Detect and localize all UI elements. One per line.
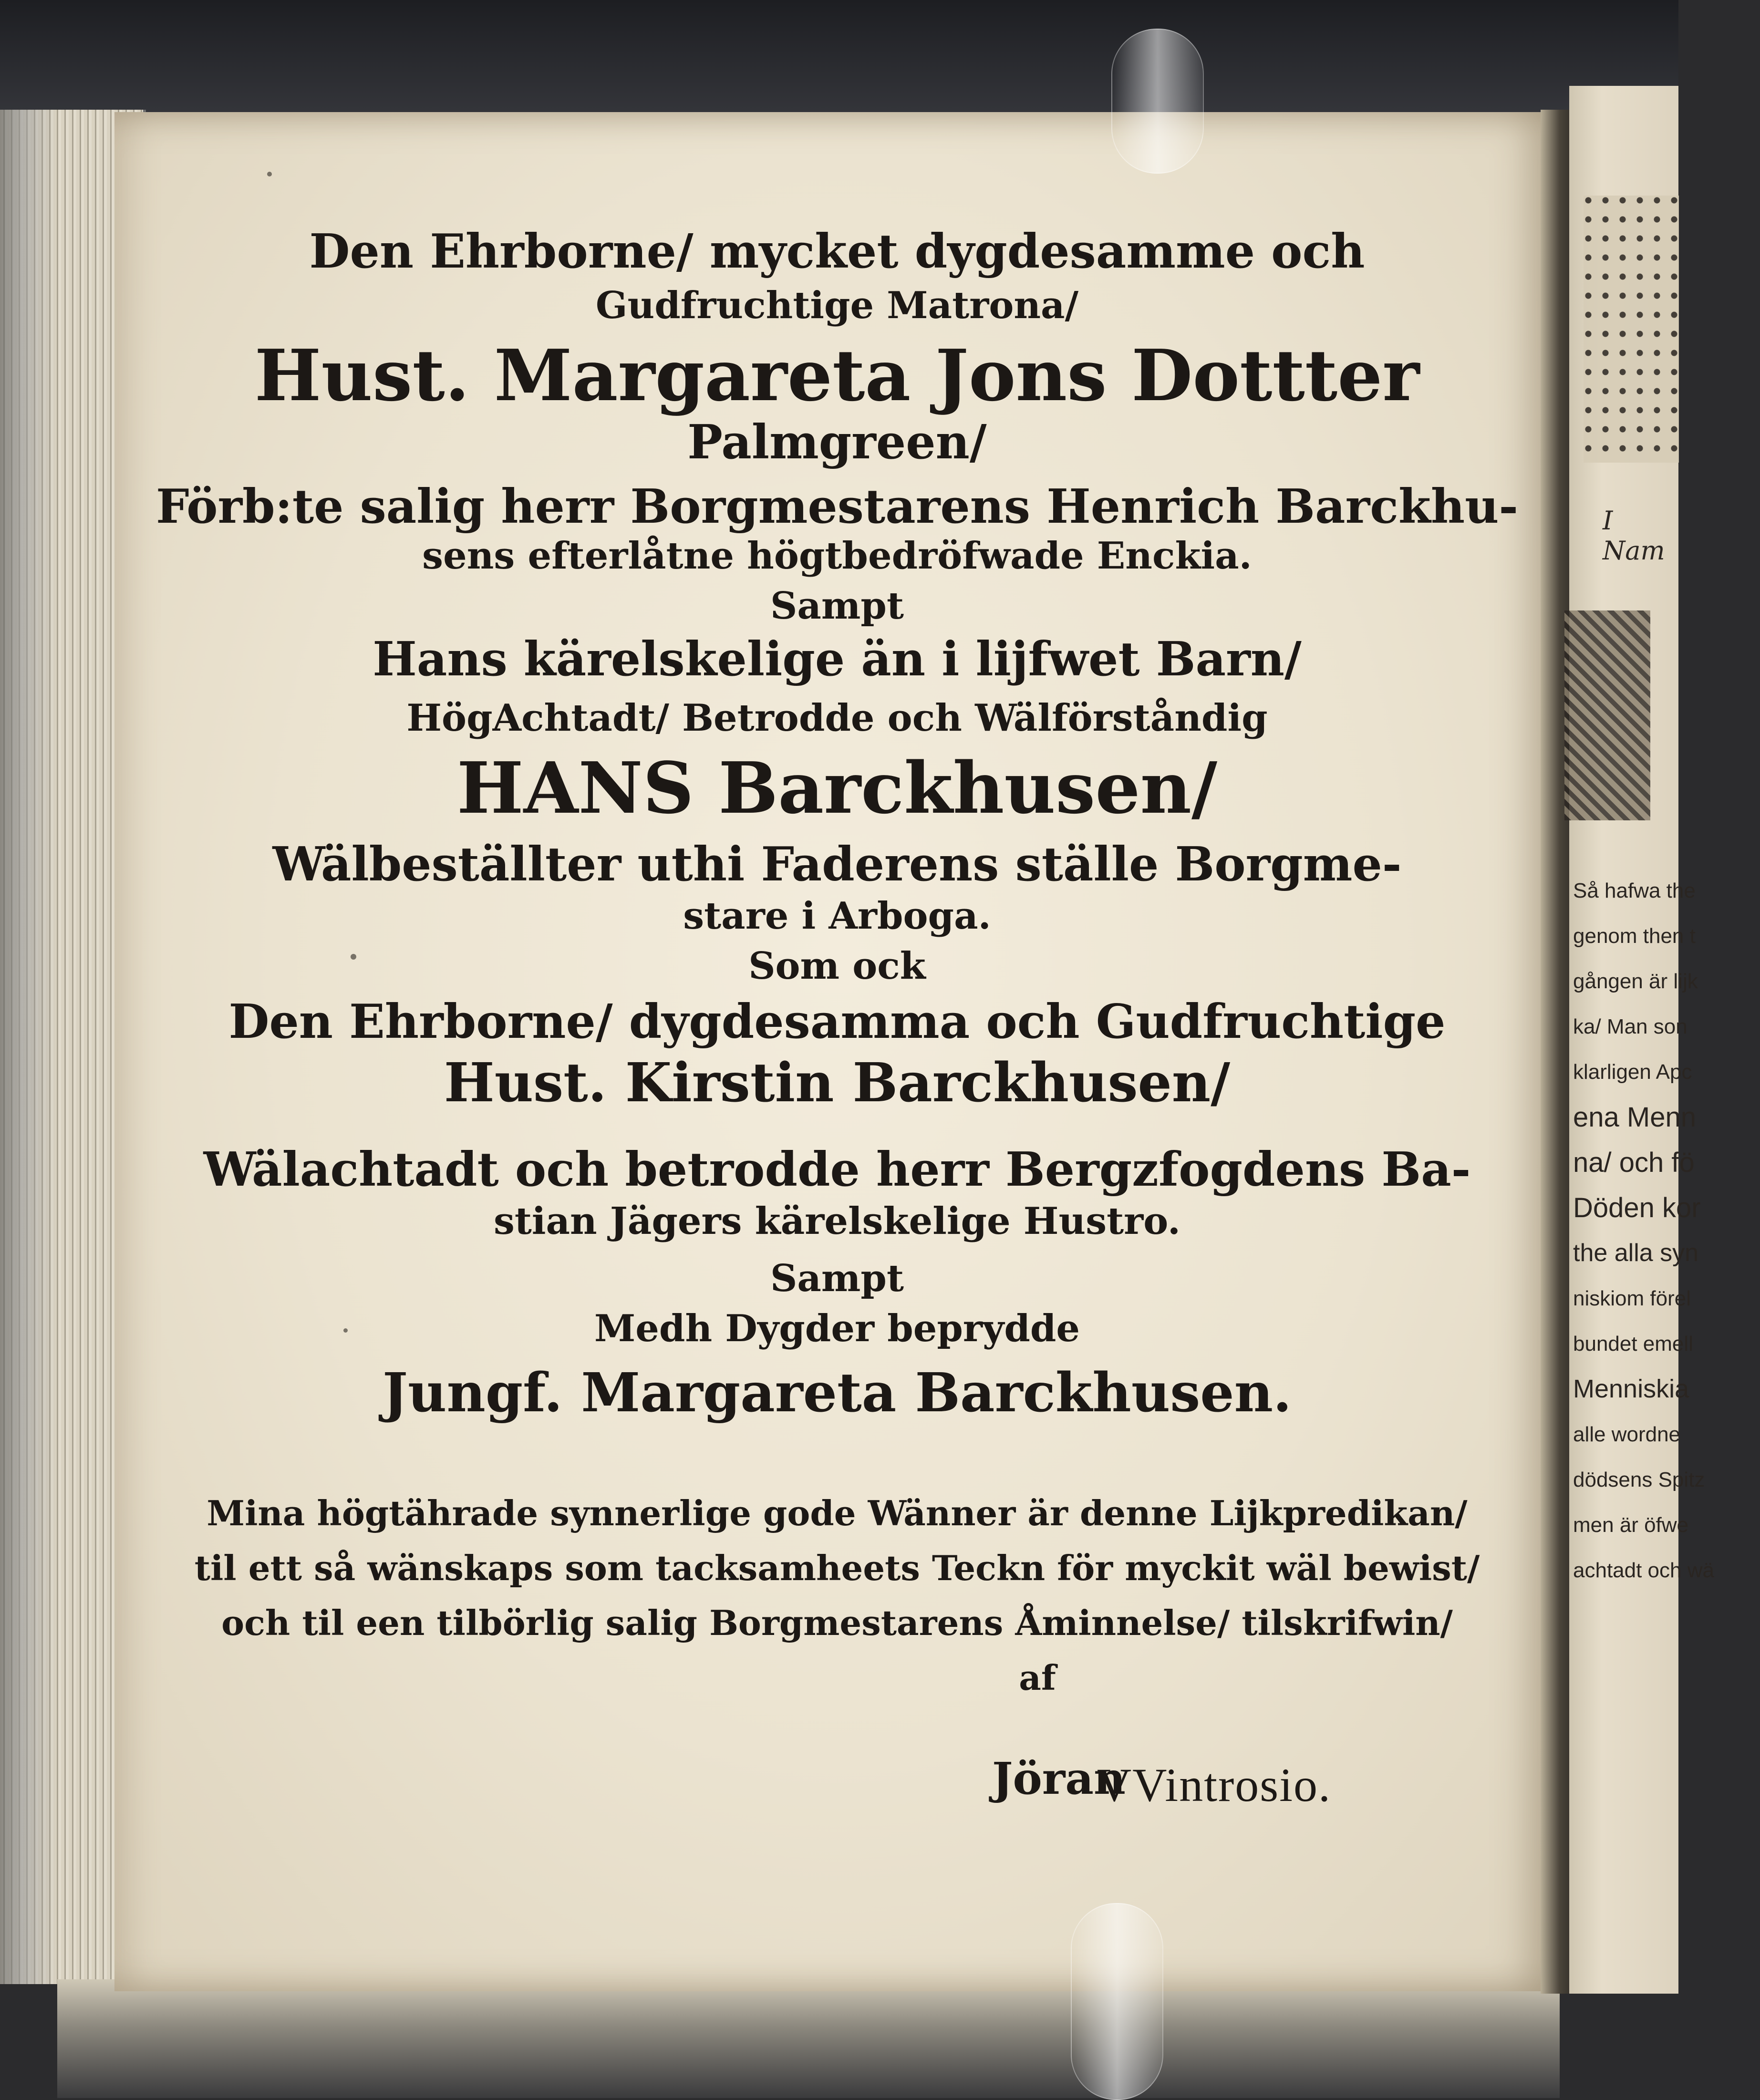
adjacent-page: [1569, 86, 1714, 1994]
adjacent-line: ena Menn: [1573, 1102, 1696, 1133]
text-line: stare i Arboga.: [683, 894, 991, 938]
text-line: Som ock: [748, 944, 926, 988]
text-line: och til een tilbörlig salig Borgmestarens Åminnelse/ tilskrifwin/: [221, 1603, 1453, 1643]
adjacent-line: genom then t: [1573, 924, 1696, 948]
adjacent-line: klarligen Apc: [1573, 1060, 1692, 1084]
adjacent-line: na/ och fö: [1573, 1147, 1695, 1178]
dedication-text: [114, 112, 1560, 1991]
adjacent-line: gången är lijk: [1573, 970, 1698, 993]
text-line: til ett så wänskaps som tacksamheets Teckn för myckit wäl bewist/: [194, 1548, 1480, 1588]
scanner-background: [0, 0, 1678, 114]
author-last-name: VVintrosio.: [1097, 1759, 1331, 1811]
adjacent-line: Så hafwa the: [1573, 879, 1696, 902]
ink-speck: [267, 172, 272, 176]
adjacent-line: dödsens Spitz: [1573, 1468, 1705, 1491]
adjacent-line: achtadt och wä: [1573, 1559, 1714, 1582]
adjacent-line: the alla syn: [1573, 1239, 1699, 1267]
adjacent-line: niskiom förel: [1573, 1287, 1691, 1310]
ink-speck: [351, 954, 356, 960]
text-line: Sampt: [770, 1257, 904, 1300]
name-line: Jungf. Margareta Barckhusen.: [383, 1362, 1292, 1424]
text-line: Hans kärelskelige än i lijfwet Barn/: [373, 632, 1302, 687]
text-line: stian Jägers kärelskelige Hustro.: [493, 1200, 1181, 1243]
adjacent-line: Menniskia: [1573, 1375, 1689, 1403]
adjacent-line: Döden kor: [1573, 1192, 1701, 1223]
text-line: Den Ehrborne/ mycket dygdesamme och: [309, 224, 1365, 279]
text-line: Den Ehrborne/ dygdesamma och Gudfruchtige: [228, 994, 1446, 1049]
adjacent-line: men är öfwe: [1573, 1513, 1689, 1537]
text-line: Palmgreen/: [687, 415, 987, 470]
text-line: Wälachtadt och betrodde herr Bergzfogdens Ba-: [203, 1142, 1471, 1197]
name-line: Hust. Margareta Jons Dottter: [254, 334, 1420, 417]
page-edges-bottom: [57, 1979, 1560, 2098]
text-line: af: [1019, 1657, 1056, 1698]
ink-speck: [343, 1328, 348, 1333]
adjacent-line: ka/ Man son: [1573, 1015, 1688, 1038]
text-line: Gudfruchtige Matrona/: [595, 284, 1079, 327]
text-line: Mina högtährade synnerlige gode Wänner är denne Lijkpredikan/: [207, 1493, 1468, 1533]
adjacent-line: alle wordne: [1573, 1423, 1681, 1446]
author-first-name: Jöran: [992, 1753, 1126, 1804]
ornament-border: [1584, 196, 1679, 463]
adjacent-line: bundet emell: [1573, 1332, 1693, 1355]
text-line: sens efterlåtne högtbedröfwade Enckia.: [422, 534, 1252, 578]
text-line: Medh Dygder beprydde: [594, 1307, 1080, 1350]
text-line: Wälbeställter uthi Faderens ställe Borgme-: [272, 837, 1402, 892]
name-line: HANS Barckhusen/: [456, 746, 1218, 829]
adjacent-heading: I Nam: [1603, 506, 1665, 566]
text-line: Sampt: [770, 584, 904, 628]
drop-cap-initial: [1564, 610, 1650, 820]
text-line: Förb:te salig herr Borgmestarens Henrich Barckhu-: [155, 479, 1519, 534]
text-line: HögAchtadt/ Betrodde och Wälförståndig: [406, 696, 1268, 740]
adjacent-text: [1569, 868, 1714, 1593]
name-line: Hust. Kirstin Barckhusen/: [444, 1052, 1231, 1114]
